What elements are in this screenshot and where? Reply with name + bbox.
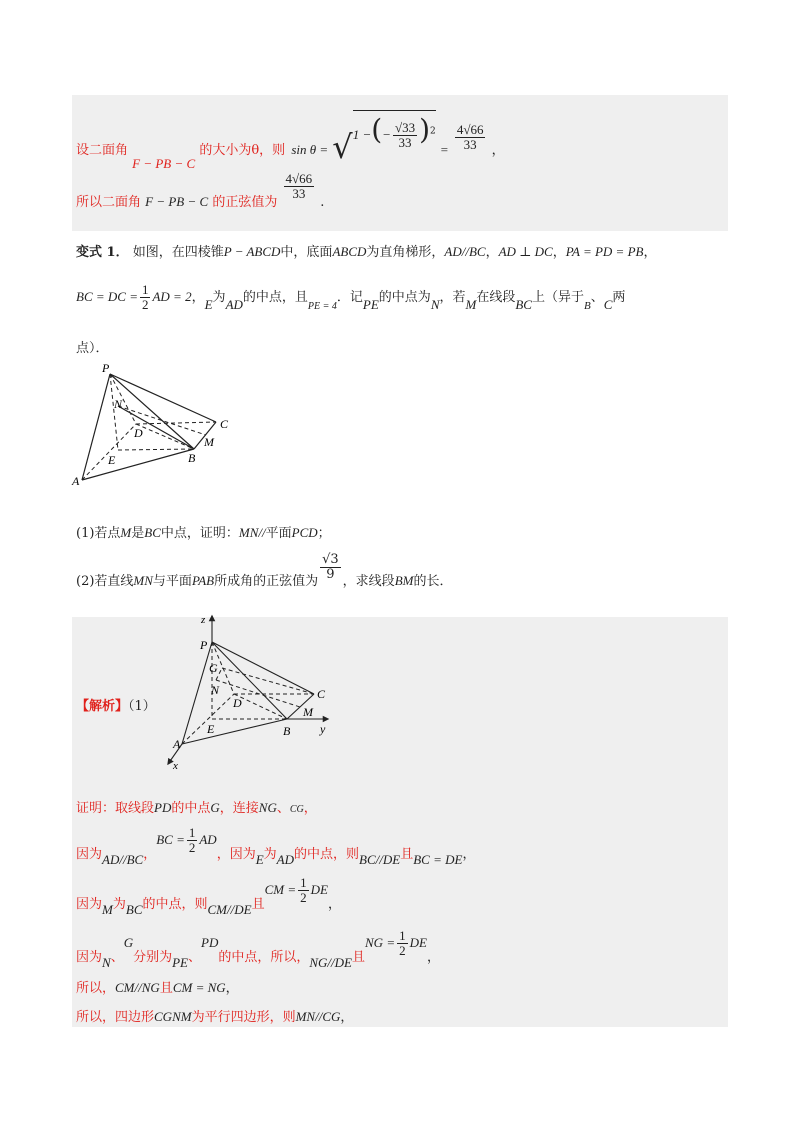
top-line-1: 设二面角 F − PB − C 的大小为θ，则 sin θ = √1 −(− $\frac{√33}{33}$ )$^2$ = $\frac{4√66}{33}$ ， (76, 108, 505, 152)
variant-line-3: 点）． (76, 341, 109, 356)
label-N: N (211, 683, 220, 697)
label-B: B (188, 451, 196, 465)
pyramid-figure (70, 362, 250, 487)
axis-label-z: z (201, 614, 206, 626)
label-D: D (134, 426, 143, 440)
variant-line-2: BC = DC = $\frac{1}{2}$ AD = 2，E为AD的中点，且$_{PE = 4}$．记PE的中点为N，若M在线段BC上（异于$_B$、C两 (76, 282, 626, 312)
label-C: C (317, 687, 326, 701)
solution-step-2: 因为AD//BC，BC = $\frac{1}{2}$ AD，因为E为AD的中点，则BC//DE且BC = DE， (76, 825, 476, 867)
label-E: E (207, 722, 215, 736)
label-P: P (102, 362, 110, 375)
question-2: (2)若直线MN与平面PAB所成角的正弦值为 $\frac{√3}{9}$ ，求线段BM的长． (76, 552, 453, 589)
solution-step-5: 所以，CM//NG且CM = NG， (76, 980, 239, 996)
top-line-2: 所以二面角 F − PB − C 的正弦值为 $\frac{4√66}{33}$ . (76, 171, 325, 210)
solution-tag: 【解析】（1） (76, 699, 156, 714)
label-N: N (114, 397, 123, 411)
label-P: P (200, 638, 208, 652)
label-M: M (303, 705, 313, 719)
label-E: E (108, 453, 116, 467)
variant-line-1: 变式 1． 如图，在四棱锥P − ABCD中，底面ABCD为直角梯形，AD//BC，AD ⊥ DC，PA = PD = PB， (76, 244, 657, 260)
label-B: B (283, 724, 291, 738)
label-A: A (173, 737, 181, 751)
axis-label-y: y (320, 722, 326, 736)
axis-label-x: x (173, 760, 178, 772)
label-C: C (220, 417, 229, 431)
label-M: M (204, 435, 214, 449)
solution-step-4: 因为N、G分别为PE、PD的中点，所以，NG//DE且NG = $\frac{1}{2}$ DE， (76, 928, 440, 970)
label-G: G (209, 661, 218, 675)
coordinate-pyramid-figure (160, 612, 345, 772)
sqrt-sign: √ (332, 128, 353, 166)
solution-step-6: 所以，四边形CGNM为平行四边形，则MN//CG， (76, 1009, 354, 1025)
label-A: A (72, 474, 80, 487)
solution-step-1: 证明：取线段PD的中点G，连接NG、CG， (76, 800, 317, 816)
question-1: (1)若点M是BC中点，证明：MN//平面PCD； (76, 525, 331, 541)
label-D: D (233, 696, 242, 710)
solution-step-3: 因为M为BC的中点，则CM//DE且CM = $\frac{1}{2}$ DE， (76, 875, 341, 917)
